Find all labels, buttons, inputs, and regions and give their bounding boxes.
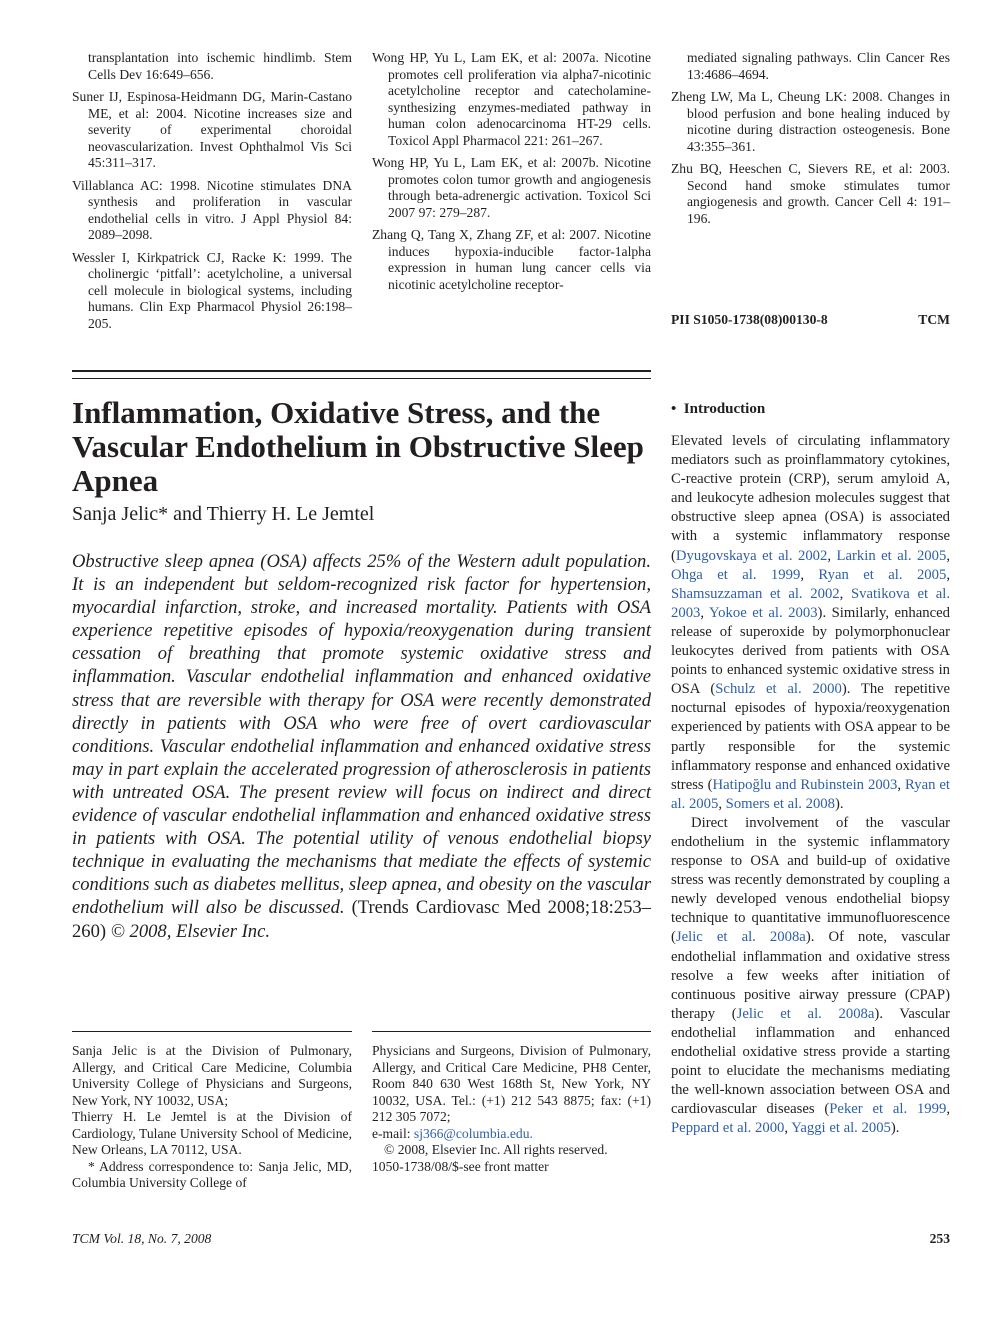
copyright-line: © 2008, Elsevier Inc. All rights reserved.: [384, 1142, 608, 1157]
citation-link[interactable]: Yaggi et al. 2005: [791, 1120, 891, 1137]
citation-link[interactable]: Jelic et al. 2008a: [675, 929, 806, 946]
citation-link[interactable]: Dyugovskaya et al. 2002: [675, 547, 828, 564]
body-text-segment: ).: [835, 795, 844, 812]
body-text-segment: ).: [890, 1120, 900, 1137]
pii-line: [671, 312, 950, 328]
affiliation-rule-1: [72, 1031, 352, 1032]
citation-link[interactable]: Hatipoğlu and Rubinstein 2003: [712, 776, 898, 793]
citation-link[interactable]: Ryan et al. 2005: [818, 566, 947, 583]
body-text-segment: ,: [946, 566, 950, 583]
introduction-paragraph-2: [671, 814, 950, 1139]
reference-item: Suner IJ, Espinosa-Heidmann DG, Marin-Castano ME, et al: 2004. Nicotine increases size and severity of experimental choroidal neovascularization. Invest Ophthalmol Vis Sci 45:311–317.: [72, 89, 352, 170]
reference-item: Zheng LW, Ma L, Cheung LK: 2008. Changes in blood perfusion and bone healing induced by nicotine during distraction osteogenesis. Bone 43:355–361.: [671, 89, 950, 154]
citation-link[interactable]: Peppard et al. 2000: [671, 1120, 785, 1137]
abstract-text: Obstructive sleep apnea (OSA) affects 25% of the Western adult population. It is an independent but seldom-recognized risk factor for hypertension, myocardial infarction, stroke, and increased mortality. Patients with OSA experience repetitive episodes of hypoxia/reoxygenation during transient cessation of breathing that promote systemic oxidative stress and inflammation. Vascular endothelial inflammation and enhanced oxidative stress that are reversible with therapy for OSA were recently demonstrated directly in patients with OSA who were free of overt cardiovascular conditions. Vascular endothelial inflammation and enhanced oxidative stress may in part explain the accelerated progression of atherosclerosis in patients with untreated OSA. The present review will focus on indirect and direct evidence of vascular endothelial inflammation and enhanced oxidative stress in patients with OSA. The potential utility of venous endothelial biopsy technique in evaluating the mechanisms that mediate the effects of systemic conditions such as diabetes mellitus, sleep apnea, and obesity on the vascular endothelium will also be discussed.: [72, 551, 651, 919]
affiliations-column-2: [372, 1043, 651, 1175]
body-text-segment: ,: [827, 547, 837, 564]
introduction-heading: [671, 401, 765, 418]
abstract-copyright: © 2008, Elsevier Inc.: [110, 920, 270, 942]
title-rule-top: [72, 370, 651, 372]
citation-link[interactable]: Shamsuzzaman et al. 2002: [671, 585, 840, 602]
affiliation-jelic: Sanja Jelic is at the Division of Pulmonary, Allergy, and Critical Care Medicine, Columbia University College of Physicians and Surgeons, New York, NY 10032, USA;: [72, 1043, 352, 1108]
body-text-segment: ). Similarly, enhanced release of superoxide by polymorphonuclear leukocytes derived from patients with OSA points to enhanced systemic oxidative stress in OSA (: [671, 604, 950, 698]
pii-id: PII S1050-1738(08)00130-8: [671, 312, 828, 327]
introduction-body: [671, 432, 950, 1138]
article-title: Inflammation, Oxidative Stress, and the Vascular Endothelium in Obstructive Sleep Apnea: [72, 395, 644, 498]
title-rule-bottom: [72, 378, 651, 379]
email-link[interactable]: sj366@columbia.edu.: [413, 1125, 533, 1141]
email-label: e-mail:: [372, 1125, 411, 1141]
affiliations-column-1: [72, 1043, 352, 1192]
footer-journal: TCM Vol. 18, No. 7, 2008: [72, 1231, 212, 1246]
correspondence: * Address correspondence to: Sanja Jelic, MD, Columbia University College of: [72, 1158, 352, 1190]
bullet-icon: •: [671, 401, 677, 417]
citation-link[interactable]: Ryan et al. 2005: [671, 776, 950, 812]
article-authors: Sanja Jelic* and Thierry H. Le Jemtel: [72, 503, 375, 525]
article-abstract: [72, 550, 651, 943]
body-text-segment: ,: [946, 547, 951, 564]
citation-link[interactable]: Svatikova et al. 2003: [671, 585, 950, 621]
abstract-citation: (Trends Cardiovasc Med 2008;18:253–260): [72, 897, 651, 942]
reference-item: Wessler I, Kirkpatrick CJ, Racke K: 1999. The cholinergic ‘pitfall’: acetylcholine, a universal cell molecule in biological systems, including humans. Clin Exp Pharmacol Physiol 26:198–205.: [72, 249, 352, 331]
citation-link[interactable]: Jelic et al. 2008a: [736, 1005, 875, 1022]
reference-item: Villablanca AC: 1998. Nicotine stimulates DNA synthesis and proliferation in vascular endothelial cells in vitro. J Appl Physiol 84: 2089–2098.: [72, 177, 352, 242]
body-text-segment: ,: [718, 795, 726, 812]
reference-item: Wong HP, Yu L, Lam EK, et al: 2007b. Nicotine promotes colon tumor growth and angiogenesis through beta-adrenergic activation. Toxicol Sci 2007 97: 279–287.: [372, 155, 651, 220]
affiliation-le-jemtel: Thierry H. Le Jemtel is at the Division of Cardiology, Tulane University School of Medicine, New Orleans, LA 70112, USA.: [72, 1109, 352, 1157]
introduction-heading-label: Introduction: [683, 401, 766, 417]
body-text-segment: ,: [897, 776, 906, 793]
references-column-3: [671, 50, 950, 233]
citation-link[interactable]: Yokoe et al. 2003: [709, 604, 818, 621]
references-column-2: [372, 50, 651, 299]
issn-line: 1050-1738/08/$-see front matter: [372, 1158, 549, 1174]
body-text-segment: ). The repetitive nocturnal episodes of hypoxia/reoxygenation experienced by patients with OSA appear to be partly responsible for the systemic inflammatory response and enhanced oxidative stress (: [671, 681, 950, 793]
affiliation-rule-2: [372, 1031, 651, 1032]
body-text-segment: ,: [946, 1101, 950, 1118]
reference-item: transplantation into ischemic hindlimb. Stem Cells Dev 16:649–656.: [88, 50, 352, 82]
reference-item: mediated signaling pathways. Clin Cancer Res 13:4686–4694.: [687, 50, 950, 82]
references-column-1: [72, 50, 352, 338]
body-text-segment: ). Of note, vascular endothelial inflammation and oxidative stress resolve a few weeks after initiation of continuous positive airway pressure (CPAP) therapy (: [671, 929, 951, 1022]
introduction-paragraph-1: [671, 432, 950, 814]
body-text-segment: ,: [839, 585, 852, 602]
pii-journal: TCM: [918, 312, 950, 327]
reference-item: Zhang Q, Tang X, Zhang ZF, et al: 2007. Nicotine induces hypoxia-inducible factor-1alpha expression in human lung cancer cells via nicotinic acetylcholine receptor-: [372, 227, 651, 292]
body-text-segment: Direct involvement of the vascular endothelium in the systemic inflammatory response to OSA and build-up of oxidative stress was recently demonstrated by coupling a newly developed venous endothelial biopsy technique to quantitative immunofluorescence (: [671, 814, 950, 946]
footer-page-number: 253: [929, 1231, 950, 1246]
citation-link[interactable]: Peker et al. 1999: [829, 1101, 947, 1118]
body-text-segment: ,: [800, 566, 819, 583]
body-text-segment: ,: [700, 604, 710, 621]
body-text-segment: ,: [784, 1120, 792, 1137]
reference-item: Zhu BQ, Heeschen C, Sievers RE, et al: 2003. Second hand smoke stimulates tumor angiogenesis and growth. Cancer Cell 4: 191–196.: [671, 161, 950, 226]
citation-link[interactable]: Somers et al. 2008: [725, 795, 835, 812]
reference-item: Wong HP, Yu L, Lam EK, et al: 2007a. Nicotine promotes cell proliferation via alpha7-nicotinic acetylcholine receptor and catecholamine-synthesizing enzymes-mediated pathway in human colon adenocarcinoma HT-29 cells. Toxicol Appl Pharmacol 221: 261–267.: [372, 50, 651, 148]
correspondence-email-line: [372, 1126, 651, 1143]
correspondence-address: Physicians and Surgeons, Division of Pulmonary, Allergy, and Critical Care Medicine, PH8 Center, Room 840 630 West 168th St, New York, NY 10032, USA. Tel.: (+1) 212 543 8875; fax: (+1) 212 305 7072;: [372, 1043, 651, 1124]
citation-link[interactable]: Schulz et al. 2000: [715, 681, 842, 698]
citation-link[interactable]: Larkin et al. 2005: [836, 547, 947, 564]
body-text-segment: ). Vascular endothelial inflammation and enhanced endothelial oxidative stress provide a starting point to elucidate the mechanisms mediating the well-known association between OSA and cardiovascular diseases (: [671, 1005, 950, 1118]
citation-link[interactable]: Ohga et al. 1999: [671, 566, 801, 583]
body-text-segment: Elevated levels of circulating inflammatory mediators such as proinflammatory cytokines, C-reactive protein (CRP), serum amyloid A, and leukocyte adhesion molecules suggest that obstructive sleep apnea (OSA) is associated with a systemic inflammatory response (: [671, 433, 950, 564]
